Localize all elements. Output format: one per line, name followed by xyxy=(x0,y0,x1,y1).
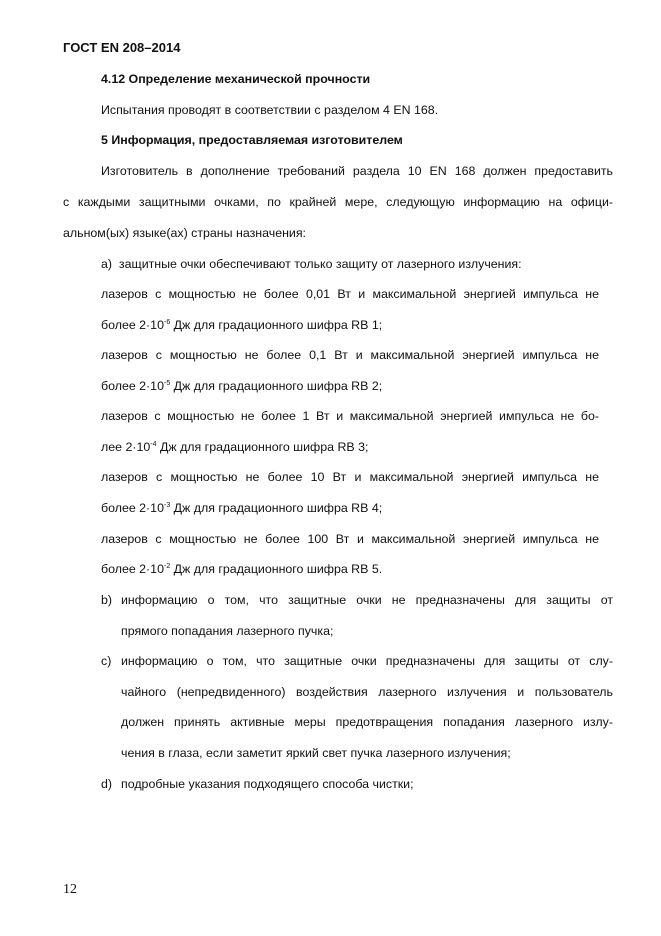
document-code-header: ГОСТ EN 208–2014 xyxy=(63,40,181,55)
laser-class-1-line-2: более $2\cdot 10^{-6}$ Дж для градационного шифра RB 1; xyxy=(101,318,383,332)
laser-class-2-line-1: лазеров с мощностью не более 0,1 Вт и максимальной энергией импульса не xyxy=(101,348,599,362)
list-item-c-line-3: должен принять активные меры предотвращения попадания лазерного излу- xyxy=(121,715,613,729)
list-item-c-line-2: чайного (непредвиденного) воздействия лазерного излучения и пользователь xyxy=(121,685,613,699)
section-5-intro-line-3: альном(ых) языке(ах) страны назначения: xyxy=(63,226,306,240)
laser-class-5-line-1: лазеров с мощностью не более 100 Вт и максимальной энергией импульса не xyxy=(101,532,599,546)
laser-class-4-line-2: более $2\cdot 10^{-3}$ Дж для градационного шифра RB 4; xyxy=(101,501,383,515)
list-item-b-line-1: информацию о том, что защитные очки не предназначены для защиты от xyxy=(121,593,613,607)
section-5-heading: 5 Информация, предоставляемая изготовителем xyxy=(101,133,403,147)
page-number: 12 xyxy=(63,882,77,897)
laser-class-3-line-1: лазеров с мощностью не более 1 Вт и максимальной энергией импульса не бо- xyxy=(101,409,599,423)
laser-class-5-line-2: более $2\cdot 10^{-2}$ Дж для градационного шифра RB 5. xyxy=(101,562,383,576)
list-item-c-line-4: чения в глаза, если заметит яркий свет пучка лазерного излучения; xyxy=(121,746,511,760)
laser-class-4-line-1: лазеров с мощностью не более 10 Вт и максимальной энергией импульса не xyxy=(101,470,599,484)
section-5-intro-line-2: с каждыми защитными очками, по крайней мере, следующую информацию на офици- xyxy=(63,195,613,209)
laser-class-3-line-2: лее $2\cdot 10^{-4}$ Дж для градационного шифра RB 3; xyxy=(101,440,369,454)
list-item-d-text: подробные указания подходящего способа чистки; xyxy=(121,777,414,791)
section-4-12-text: Испытания проводят в соответствии с разделом 4 EN 168. xyxy=(101,103,439,117)
laser-class-2-line-2: более $2\cdot 10^{-5}$ Дж для градационного шифра RB 2; xyxy=(101,379,383,393)
list-item-d-marker: d) xyxy=(101,777,113,791)
list-item-text: защитные очки обеспечивают только защиту от лазерного излучения: xyxy=(118,257,522,271)
list-item-c-line-1: информацию о том, что защитные очки предназначены для защиты от слу- xyxy=(121,654,613,668)
list-item-b-line-2: прямого попадания лазерного пучка; xyxy=(121,624,334,638)
list-item-a xyxy=(101,256,522,272)
section-5-intro-line-1: Изготовитель в дополнение требований раздела 10 EN 168 должен предоставить xyxy=(101,164,613,178)
section-4-12-heading: 4.12 Определение механической прочности xyxy=(101,72,371,86)
list-item-b-marker: b) xyxy=(101,593,113,607)
list-item-c-marker: c) xyxy=(101,654,112,668)
list-marker: a) xyxy=(101,257,113,271)
laser-class-1-line-1: лазеров с мощностью не более 0,01 Вт и максимальной энергией импульса не xyxy=(101,287,599,301)
